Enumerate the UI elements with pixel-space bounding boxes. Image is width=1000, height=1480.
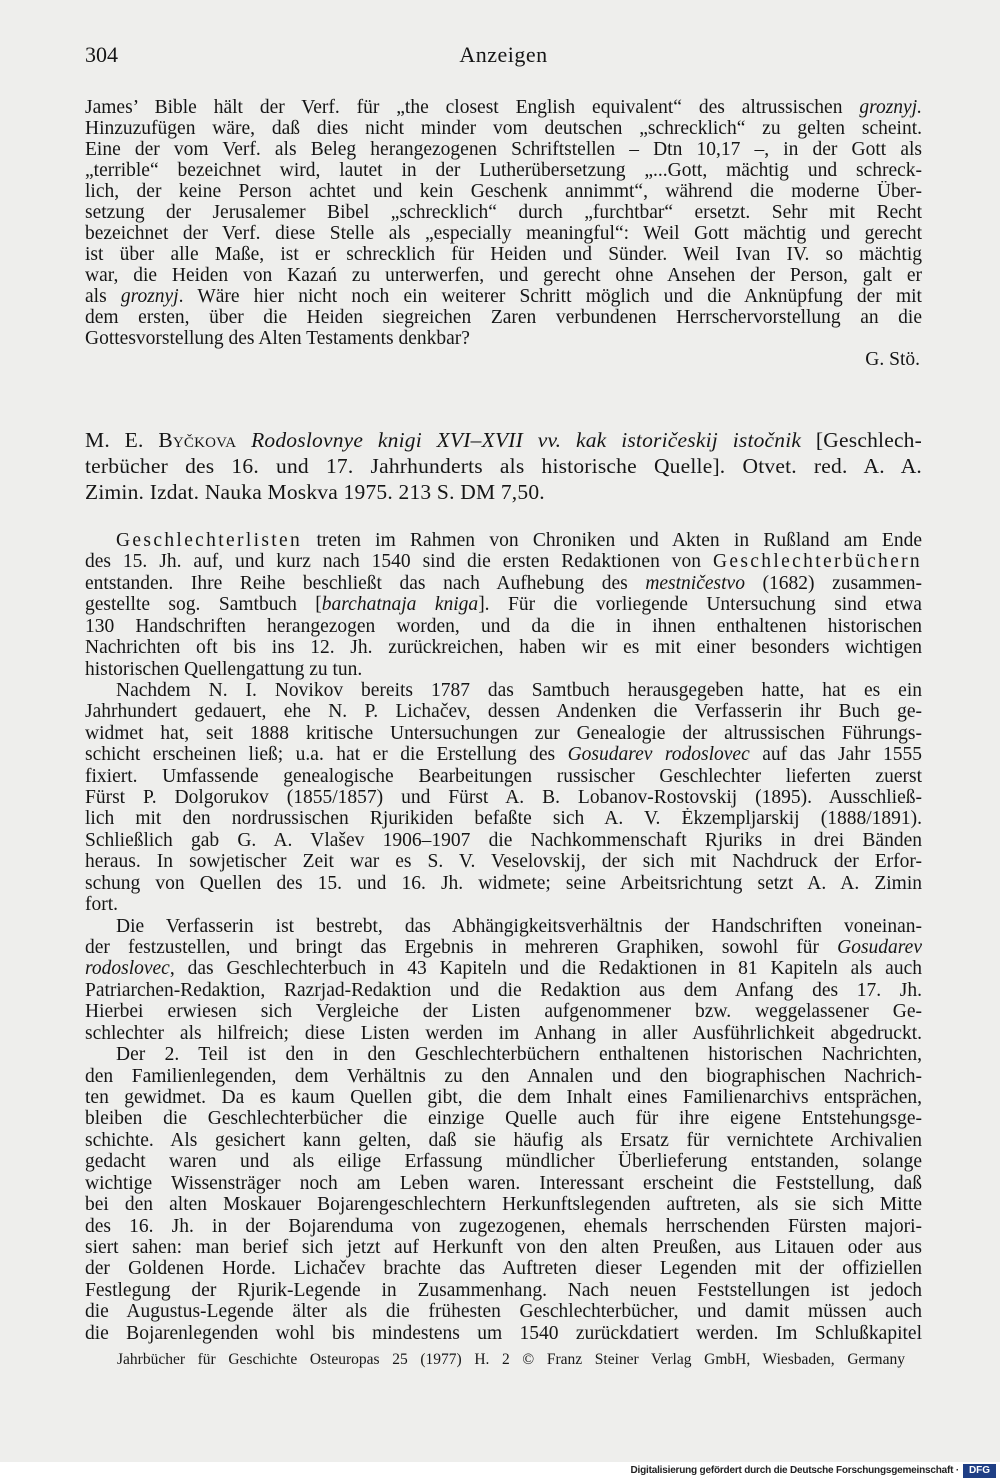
text-line xyxy=(85,1237,922,1258)
text-run: terbücher des 16. und 17. Jahrhunderts als historische Quelle]. Otvet. red. A. A. xyxy=(85,454,922,478)
text-run: die Augustus-Legende älter als die frühesten Geschlechterbücher, und damit müssen auch xyxy=(85,1301,922,1323)
text-line xyxy=(85,97,922,118)
text-line xyxy=(85,637,922,658)
text-line xyxy=(85,530,922,551)
text-run: des 15. Jh. auf, und kurz nach 1540 sind die ersten Redaktionen von xyxy=(85,551,713,573)
running-head xyxy=(85,41,922,69)
text-run: lich mit den nordrussischen Rjurikiden befaßte sich A. V. Ėkzempljarskij (1888/1891). xyxy=(85,808,922,830)
section-title: Anzeigen xyxy=(459,42,548,67)
text-line xyxy=(85,223,922,244)
italic-text-run: groznyj. xyxy=(859,97,922,118)
text-run: James’ Bible hält der Verf. für „the closest English equivalent“ des altrussischen xyxy=(85,97,860,118)
text-run: schung von Quellen des 15. und 16. Jh. widmete; seine Arbeitsrichtung setzt A. A. Zimin xyxy=(85,872,922,894)
text-line xyxy=(85,1173,922,1194)
text-line xyxy=(85,701,922,722)
text-line xyxy=(85,808,922,829)
text-run: „terrible“ bezeichnet wird, lautet in der Lutherübersetzung „...Gott, mächtig und schreck- xyxy=(85,160,922,181)
text-line xyxy=(85,1001,922,1022)
text-line xyxy=(85,427,922,453)
text-run: bei den alten Moskauer Bojarengeschlechtern Herkunftslegenden auftreten, als sie sich Mitte xyxy=(85,1194,922,1216)
italic-text-run: Gosudarev rodoslovec xyxy=(567,744,750,766)
italic-text-run: Gosudarev xyxy=(837,937,922,959)
text-run: wichtige Wissensträger noch am Leben waren. Interessant erscheint die Feststellung, daß xyxy=(85,1172,922,1194)
text-run: schichte. Als gesichert kann gelten, daß sie häufig als Ersatz für vernichtete Archivalien xyxy=(85,1129,922,1151)
text-run: Schließlich gab G. A. Vlašev 1906–1907 die Nachkommenschaft Rjuriks in drei Bänden xyxy=(85,829,922,851)
text-line xyxy=(85,118,922,139)
text-run: ]. Für die vorliegende Untersuchung sind etwa xyxy=(478,594,922,616)
journal-footer: Jahrbücher für Geschichte Osteuropas 25 (1977) H. 2 © Franz Steiner Verlag GmbH, Wiesbaden, Germany xyxy=(117,1351,905,1368)
spaced-text-run: Geschlechterlisten xyxy=(116,530,303,551)
text-run: dem ersten, über die Heiden siegreichen Zaren verbundenen Herrschervorstellung an die xyxy=(85,307,922,328)
text-line xyxy=(85,1323,922,1344)
text-run: schicht erscheinen ließ; u.a. hat er die Erstellung des xyxy=(85,744,568,766)
text-run: der Goldenen Horde. Lichačev brachte das Auftreten dieser Legenden mit der offiziellen xyxy=(85,1258,922,1280)
text-line xyxy=(85,1301,922,1322)
italic-text-run: Rodoslovnye knigi XVI–XVII vv. kak istoričeskij istočnik xyxy=(236,428,802,452)
text-line xyxy=(85,830,922,851)
text-line xyxy=(85,680,922,701)
text-line xyxy=(85,202,922,223)
text-run: gestellte sog. Samtbuch [ xyxy=(85,594,322,616)
italic-text-run: groznyj xyxy=(120,286,179,307)
text-line xyxy=(85,873,922,894)
text-line xyxy=(85,980,922,1001)
italic-text-run: rodoslovec xyxy=(85,958,170,980)
text-run: ist über alle Maße, ist er schrecklich für Heiden und Sünder. Weil Ivan IV. so mächtig xyxy=(85,244,922,265)
italic-text-run: mestničestvo xyxy=(645,572,745,594)
text-line xyxy=(85,723,922,744)
reviewer-signature: G. Stö. xyxy=(865,349,920,370)
text-run: bleiben die Geschlechterbücher die einzige Quelle auch für ihre eigene Entstehungsge- xyxy=(85,1108,922,1130)
text-run: setzung der Jerusalemer Bibel „schrecklich“ durch „furchtbar“ ersetzt. Sehr mit Recht xyxy=(85,202,922,223)
text-line xyxy=(85,453,922,479)
text-line xyxy=(85,1023,922,1044)
text-run: die Bojarenlegenden wohl bis mindestens um 1540 zurückdatiert werden. Im Schlußkapitel xyxy=(85,1322,922,1344)
text-line xyxy=(85,787,922,808)
text-run: Nachrichten oft bis ins 12. Jh. zurückreichen, haben wir es mit einer besonders wichtigen xyxy=(85,637,922,659)
text-line xyxy=(85,139,922,160)
text-line xyxy=(85,616,922,637)
text-run: siert sahen: man berief sich jetzt auf Herkunft von den alten Preußen, aus Litauen oder aus xyxy=(85,1236,922,1258)
text-line xyxy=(85,1194,922,1215)
review-citation xyxy=(85,427,922,505)
text-run: Patriarchen-Redaktion, Razrjad-Redaktion und die Redaktion aus dem Anfang des 17. Jh. xyxy=(85,979,922,1001)
text-run: auf das Jahr 1555 xyxy=(749,744,922,766)
text-run: Festlegung der Rjurik-Legende in Zusammenhang. Nach neuen Feststellungen ist jedoch xyxy=(85,1279,922,1301)
text-line xyxy=(85,1087,922,1108)
text-line xyxy=(85,1280,922,1301)
text-run: widmet hat, seit 1888 kritische Untersuchungen zur Genealogie der altrussischen Führungs- xyxy=(85,722,922,744)
text-run: Eine der vom Verf. als Beleg herangezogenen Schriftstellen – Dtn 10,17 –, in der Gott als xyxy=(85,139,922,160)
text-run: Die Verfasserin ist bestrebt, das Abhängigkeitsverhältnis der Handschriften voneinan- xyxy=(116,915,922,937)
text-run: lich, der keine Person achtet und kein Geschenk annimmt“, während die moderne Über- xyxy=(85,181,922,202)
smallcaps-text-run: Byčkova xyxy=(158,428,237,452)
digitization-note: Digitalisierung gefördert durch die Deutsche Forschungsgemeinschaft · xyxy=(630,1465,959,1476)
text-run: Zimin. Izdat. Nauka Moskva 1975. 213 S. DM 7,50. xyxy=(85,480,545,504)
text-run: Jahrhundert gedauert, ehe N. P. Lichačev, dessen Andenken die Verfasserin ihr Buch ge- xyxy=(85,701,922,723)
text-run: 130 Handschriften herangezogen worden, und da die in ihnen enthaltenen historischen xyxy=(85,615,922,637)
text-run: [Geschlech- xyxy=(801,428,922,452)
page-number: 304 xyxy=(85,42,118,67)
text-run: Gottesvorstellung des Alten Testaments denkbar? xyxy=(85,328,470,349)
text-line xyxy=(85,307,922,328)
text-line xyxy=(85,766,922,787)
text-run: Hinzuzufügen wäre, daß dies nicht minder vom deutschen „schrecklich“ zu gelten scheint. xyxy=(85,118,922,139)
text-line xyxy=(85,958,922,979)
text-line xyxy=(85,265,922,286)
text-line xyxy=(85,286,922,307)
text-run: Nachdem N. I. Novikov bereits 1787 das Samtbuch herausgegeben hatte, hat es ein xyxy=(116,679,922,701)
italic-text-run: barchatnaja kniga xyxy=(321,594,479,616)
text-run: heraus. In sowjetischer Zeit war es S. V. Veselovskij, der sich mit Nachdruck der Erfor- xyxy=(85,851,922,873)
review-paragraph xyxy=(85,680,922,916)
text-run: . Wäre hier nicht noch ein weiterer Schritt möglich und die Anknüpfung der mit xyxy=(178,286,922,307)
text-run: fixiert. Umfassende genealogische Bearbeitungen russischer Geschlechter lieferten zuerst xyxy=(85,765,922,787)
text-run: gedacht waren und als eilige Erfassung mündlicher Überlieferung entstanden, solange xyxy=(85,1151,922,1173)
text-line xyxy=(85,244,922,265)
text-line xyxy=(85,894,922,915)
text-line xyxy=(85,181,922,202)
digitization-strip xyxy=(0,1462,1000,1480)
dfg-logo: DFG xyxy=(963,1464,996,1478)
text-line xyxy=(85,1108,922,1129)
previous-review-text xyxy=(85,97,922,349)
text-line xyxy=(85,937,922,958)
text-run: treten im Rahmen von Chroniken und Akten in Rußland am Ende xyxy=(302,530,922,551)
text-run: historischen Quellengattung zu tun. xyxy=(85,658,363,680)
text-run: als xyxy=(85,286,121,307)
text-run: M. E. xyxy=(85,428,159,452)
text-run: fort. xyxy=(85,894,119,916)
text-run: des 16. Jh. in der Bojarenduma von zugezogenen, ehemals herrschenden Fürsten majori- xyxy=(85,1215,922,1237)
text-run: entstanden. Ihre Reihe beschließt das nach Aufhebung des xyxy=(85,572,646,594)
text-line xyxy=(85,479,922,505)
text-line xyxy=(85,851,922,872)
text-run: schlechter als hilfreich; diese Listen werden im Anhang in aller Ausführlichkeit abgedruckt. xyxy=(85,1022,922,1044)
review-paragraph xyxy=(85,530,922,680)
text-run: bezeichnet der Verf. diese Stelle als „especially meaningful“: Weil Gott mächtig und gerecht xyxy=(85,223,922,244)
text-line xyxy=(85,1216,922,1237)
text-line xyxy=(85,1258,922,1279)
text-line xyxy=(85,1130,922,1151)
text-line xyxy=(85,594,922,615)
text-run: (1682) zusammen- xyxy=(744,572,922,594)
text-line xyxy=(85,1151,922,1172)
text-line xyxy=(85,1066,922,1087)
text-line xyxy=(85,551,922,572)
review-body xyxy=(85,530,922,1344)
text-run: Fürst P. Dolgorukov (1855/1857) und Fürst A. B. Lobanov-Rostovskij (1895). Ausschließ- xyxy=(85,787,922,809)
text-line xyxy=(85,573,922,594)
text-run: , das Geschlechterbuch in 43 Kapiteln und die Redaktionen in 81 Kapiteln als auch xyxy=(169,958,922,980)
text-line xyxy=(85,160,922,181)
text-run: ten gewidmet. Da es kaum Quellen gibt, die dem Inhalt eines Familienarchivs entsprächen, xyxy=(85,1086,922,1108)
review-paragraph xyxy=(85,916,922,1045)
text-run: der festzustellen, und bringt das Ergebnis in mehreren Graphiken, sowohl für xyxy=(85,937,838,959)
text-run: war, die Heiden von Kazań zu unterwerfen, und gerecht ohne Ansehen der Person, galt er xyxy=(85,265,922,286)
text-line xyxy=(85,1044,922,1065)
text-line xyxy=(85,659,922,680)
text-line xyxy=(85,328,922,349)
spaced-text-run: Geschlechterbüchern xyxy=(712,551,922,573)
text-line xyxy=(85,744,922,765)
text-run: den Familienlegenden, dem Verhältnis zu den Annalen und den biographischen Nachrich- xyxy=(85,1065,922,1087)
text-run: Der 2. Teil ist den in den Geschlechterbüchern enthaltenen historischen Nachrichten, xyxy=(116,1044,922,1066)
text-run: Hierbei erwiesen sich Vergleiche der Listen aufgenommener bzw. weggelassener Ge- xyxy=(85,1001,922,1023)
text-line xyxy=(85,916,922,937)
review-paragraph xyxy=(85,1044,922,1344)
